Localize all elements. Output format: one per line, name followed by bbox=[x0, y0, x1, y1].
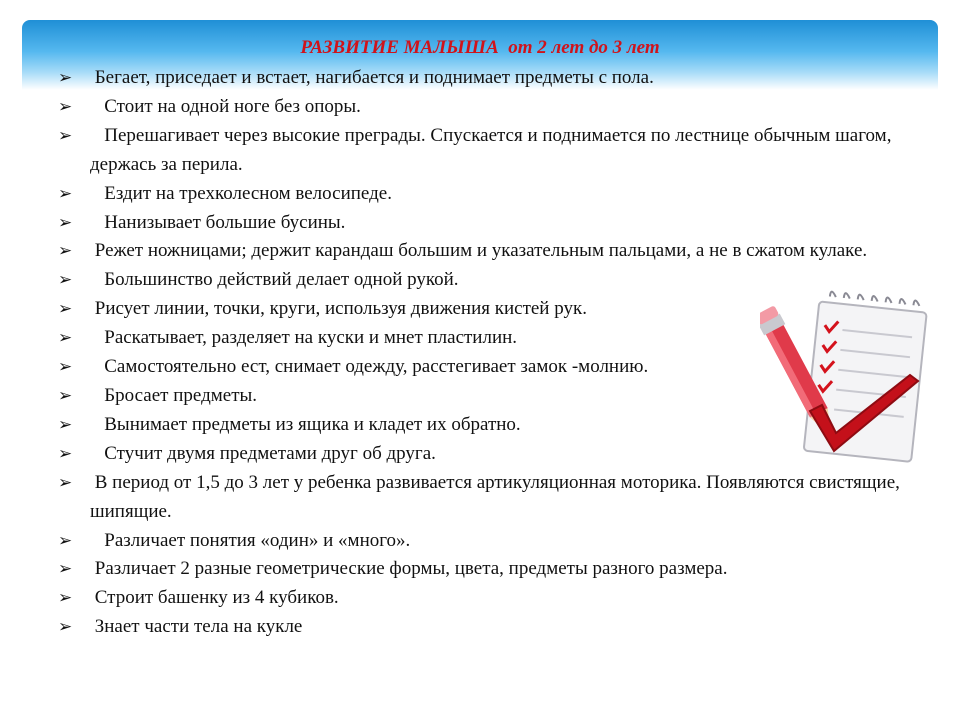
arrow-bullet-icon: ➢ bbox=[58, 125, 73, 145]
list-item-text: Различает 2 разные геометрические формы, цвета, предметы разного размера. bbox=[90, 558, 728, 580]
arrow-bullet-icon: ➢ bbox=[58, 68, 73, 87]
arrow-bullet-icon: ➢ bbox=[58, 328, 73, 348]
list-item-text: Режет ножницами; держит карандаш большим и указательным пальцами, а не в сжатом кулаке. bbox=[90, 240, 868, 262]
list-item-text: Строит башенку из 4 кубиков. bbox=[90, 587, 339, 609]
list-item-text: Нанизывает большие бусины. bbox=[90, 211, 346, 233]
list-item-text: Бегает, приседает и встает, нагибается и поднимает предметы с пола. bbox=[90, 67, 654, 88]
list-item bbox=[58, 64, 918, 93]
list-item bbox=[58, 122, 918, 180]
arrow-bullet-icon: ➢ bbox=[58, 588, 73, 608]
arrow-bullet-icon: ➢ bbox=[58, 414, 73, 434]
arrow-bullet-icon: ➢ bbox=[58, 559, 73, 579]
list-item bbox=[58, 93, 918, 122]
list-item bbox=[58, 555, 918, 584]
arrow-bullet-icon: ➢ bbox=[58, 357, 73, 377]
list-item bbox=[58, 584, 918, 613]
arrow-bullet-icon: ➢ bbox=[58, 96, 73, 116]
checklist-pencil-icon bbox=[760, 283, 928, 473]
list-item-text: Большинство действий делает одной рукой. bbox=[90, 269, 459, 291]
list-item-text: Знает части тела на кукле bbox=[90, 616, 303, 638]
list-item-text: Бросает предметы. bbox=[90, 384, 258, 406]
list-item bbox=[58, 469, 918, 527]
arrow-bullet-icon: ➢ bbox=[58, 617, 73, 637]
slide-title: РАЗВИТИЕ МАЛЫША от 2 лет до 3 лет bbox=[300, 37, 660, 58]
arrow-bullet-icon: ➢ bbox=[58, 299, 73, 319]
arrow-bullet-icon: ➢ bbox=[58, 270, 73, 290]
arrow-bullet-icon: ➢ bbox=[58, 443, 73, 463]
list-item-text: Рисует линии, точки, круги, используя движения кистей рук. bbox=[90, 298, 587, 320]
list-item bbox=[58, 613, 918, 642]
list-item-text: Самостоятельно ест, снимает одежду, расстегивает замок -молнию. bbox=[90, 356, 649, 378]
list-item-text: В период от 1,5 до 3 лет у ребенка развивается артикуляционная моторика. Появляются свистящие, шипящие. bbox=[90, 471, 905, 522]
arrow-bullet-icon: ➢ bbox=[58, 183, 73, 203]
list-item-text: Раскатывает, разделяет на куски и мнет пластилин. bbox=[90, 327, 518, 349]
arrow-bullet-icon: ➢ bbox=[58, 241, 73, 261]
arrow-bullet-icon: ➢ bbox=[58, 212, 73, 232]
arrow-bullet-icon: ➢ bbox=[58, 472, 73, 492]
arrow-bullet-icon: ➢ bbox=[58, 530, 73, 550]
list-item-text: Перешагивает через высокие преграды. Спускается и поднимается по лестнице обычным шагом, держась за перила. bbox=[90, 124, 897, 175]
arrow-bullet-icon: ➢ bbox=[58, 385, 73, 405]
list-item-text: Вынимает предметы из ящика и кладет их обратно. bbox=[90, 413, 521, 435]
list-item bbox=[58, 180, 918, 209]
list-item-text: Стучит двумя предметами друг об друга. bbox=[90, 442, 436, 464]
list-item bbox=[58, 209, 918, 238]
list-item-text: Ездит на трехколесном велосипеде. bbox=[90, 182, 392, 204]
list-item bbox=[58, 527, 918, 556]
list-item-text: Стоит на одной ноге без опоры. bbox=[90, 95, 361, 117]
list-item-text: Различает понятия «один» и «много». bbox=[90, 529, 411, 551]
list-item bbox=[58, 237, 918, 266]
